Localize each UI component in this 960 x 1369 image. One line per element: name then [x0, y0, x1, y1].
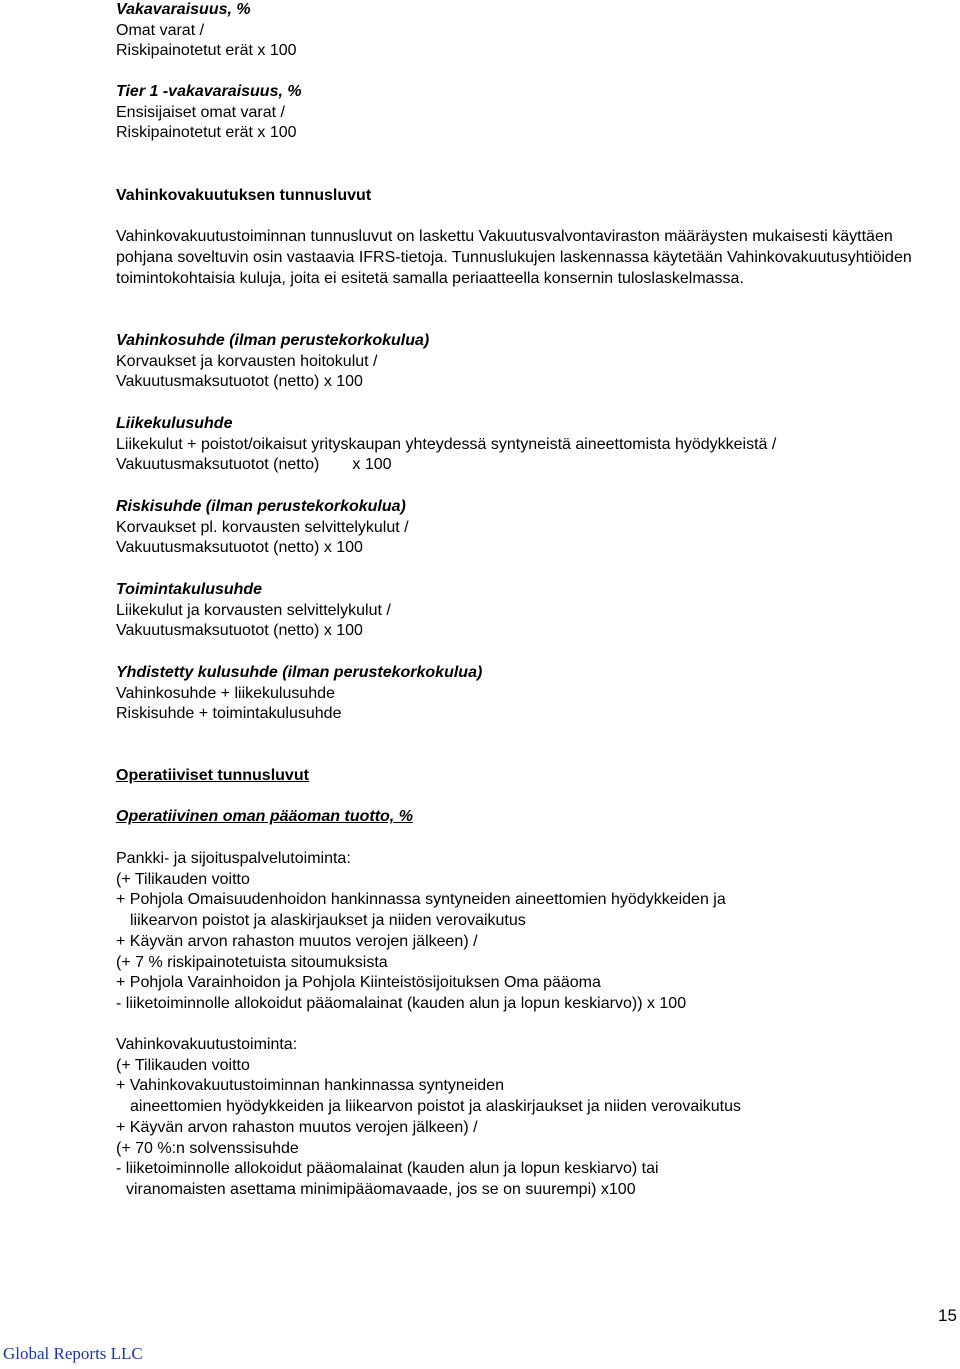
risk-ratio-line2: Vakuutusmaksutuotot (netto) x 100	[116, 539, 363, 557]
risk-ratio-line1: Korvaukset pl. korvausten selvittelykulut /	[116, 518, 409, 536]
risk-ratio-title: Riskisuhde (ilman perustekorkokulua)	[116, 498, 406, 515]
nonlife-op-block	[116, 1035, 741, 1201]
nonlife-block	[116, 186, 936, 290]
expense-ratio-line2	[116, 455, 776, 476]
combined-ratio-title: Yhdistetty kulusuhde (ilman perustekorkokulua)	[116, 664, 483, 681]
cost-ratio-line2: Vakuutusmaksutuotot (netto) x 100	[116, 622, 363, 640]
loss-ratio-line1: Korvaukset ja korvausten hoitokulut /	[116, 352, 378, 370]
nonlife-op-line: viranomaisten asettama minimipääomavaade, jos se on suurempi) x100	[126, 1180, 636, 1198]
cost-ratio-line1: Liikekulut ja korvausten selvittelykulut /	[116, 601, 391, 619]
tier1-title: Tier 1 -vakavaraisuus, %	[116, 83, 302, 100]
banking-line: (+ 7 % riskipainotetuista sitoumuksista	[116, 953, 388, 971]
banking-line: + Käyvän arvon rahaston muutos verojen jälkeen) /	[116, 932, 478, 950]
page-number: 15	[938, 1306, 957, 1325]
tier1-line1: Ensisijaiset omat varat /	[116, 103, 285, 121]
operative-subtitle: Operatiivinen oman pääoman tuotto, %	[116, 808, 413, 826]
combined-ratio-line1: Vahinkosuhde + liikekulusuhde	[116, 684, 335, 702]
expense-ratio-title: Liikekulusuhde	[116, 415, 233, 432]
nonlife-op-line: (+ 70 %:n solvenssisuhde	[116, 1139, 299, 1157]
expense-ratio-line2b: x 100	[352, 456, 392, 474]
expense-ratio-block	[116, 414, 776, 476]
cost-ratio-block	[116, 580, 391, 642]
banking-line: liikearvon poistot ja alaskirjaukset ja niiden verovaikutus	[130, 912, 526, 930]
loss-ratio-line2: Vakuutusmaksutuotot (netto) x 100	[116, 373, 363, 391]
expense-ratio-line2a: Vakuutusmaksutuotot (netto)	[116, 456, 320, 474]
nonlife-paragraph: Vahinkovakuutustoiminnan tunnusluvut on laskettu Vakuutusvalvontaviraston määräysten mukaisesti käyttäen pohjana soveltuvin osin vastaavia IFRS-tietoja. Tunnuslukujen laskennassa käytetään Vahinkovakuutusyhtiöiden toimintokohtaisia kuluja, joita ei esitetä samalla periaatteella konsernin tuloslaskelmassa.	[116, 228, 912, 287]
nonlife-op-line: (+ Tilikauden voitto	[116, 1056, 250, 1074]
nonlife-title: Vahinkovakuutuksen tunnusluvut	[116, 187, 372, 204]
capital-adequacy-line1: Omat varat /	[116, 21, 205, 39]
banking-line: + Pohjola Varainhoidon ja Pohjola Kiinteistösijoituksen Oma pääoma	[116, 974, 601, 992]
tier1-line2: Riskipainotetut erät x 100	[116, 124, 297, 142]
capital-adequacy-block	[116, 0, 297, 62]
risk-ratio-block	[116, 497, 409, 559]
operative-block	[116, 766, 413, 828]
operative-title: Operatiiviset tunnusluvut	[116, 767, 309, 784]
nonlife-op-line: + Vahinkovakuutustoiminnan hankinnassa syntyneiden	[116, 1077, 504, 1095]
tier1-block	[116, 82, 302, 144]
expense-ratio-line1: Liikekulut + poistot/oikaisut yrityskaupan yhteydessä syntyneistä aineettomista hyödykkeistä /	[116, 435, 777, 453]
cost-ratio-title: Toimintakulusuhde	[116, 581, 263, 598]
loss-ratio-title: Vahinkosuhde (ilman perustekorkokulua)	[116, 332, 430, 349]
combined-ratio-line2: Riskisuhde + toimintakulusuhde	[116, 705, 342, 723]
banking-block	[116, 849, 726, 1015]
loss-ratio-block	[116, 331, 429, 393]
nonlife-op-heading: Vahinkovakuutustoiminta:	[116, 1036, 298, 1053]
combined-ratio-block	[116, 663, 482, 725]
nonlife-op-line: aineettomien hyödykkeiden ja liikearvon poistot ja alaskirjaukset ja niiden verovaikutus	[130, 1098, 742, 1116]
footer-brand: Global Reports LLC	[3, 1344, 143, 1363]
capital-adequacy-line2: Riskipainotetut erät x 100	[116, 42, 297, 60]
capital-adequacy-title: Vakavaraisuus, %	[116, 1, 251, 18]
banking-line: - liiketoiminnolle allokoidut pääomalainat (kauden alun ja lopun keskiarvo)) x 100	[116, 994, 687, 1012]
banking-line: + Pohjola Omaisuudenhoidon hankinnassa syntyneiden aineettomien hyödykkeiden ja	[116, 891, 726, 909]
banking-heading: Pankki- ja sijoituspalvelutoiminta:	[116, 850, 351, 867]
banking-line: (+ Tilikauden voitto	[116, 870, 250, 888]
nonlife-op-line: - liiketoiminnolle allokoidut pääomalainat (kauden alun ja lopun keskiarvo) tai	[116, 1160, 659, 1178]
nonlife-op-line: + Käyvän arvon rahaston muutos verojen jälkeen) /	[116, 1118, 478, 1136]
